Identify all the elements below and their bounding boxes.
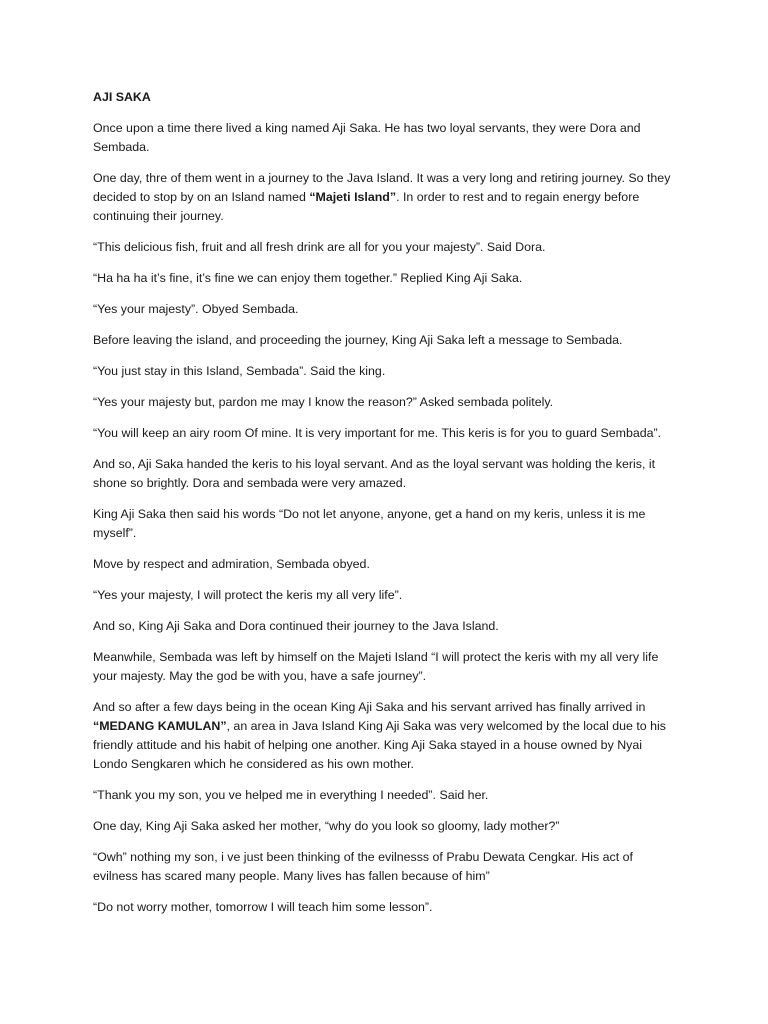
paragraph [93,362,678,381]
paragraph [93,505,678,543]
paragraph [93,698,678,774]
paragraph-text: One day, King Aji Saka asked her mother, “why do you look so gloomy, lady mother?” [93,819,560,833]
paragraph [93,848,678,886]
bold-text: “Majeti Island” [309,190,397,204]
paragraph-text: One day, thre of them went in a journey to the Java Island. It was a very long and retiring journey. So they decided to stop by on an Island named [93,171,671,204]
paragraph [93,238,678,257]
document-page [93,88,678,929]
paragraph [93,586,678,605]
paragraph-text: And so, King Aji Saka and Dora continued their journey to the Java Island. [93,619,499,633]
paragraph-text: , an area in Java Island King Aji Saka was very welcomed by the local due to his friendly attitude and his habit of helping one another. King Aji Saka stayed in a house owned by Nyai Londo Sengkaren which he considered as his own mother. [93,719,666,771]
paragraph-text: And so, Aji Saka handed the keris to his loyal servant. And as the loyal servant was holding the keris, it shone so brightly. Dora and sembada were very amazed. [93,457,656,490]
paragraph-text: . In order to rest and to regain energy before continuing their journey. [93,190,640,223]
paragraph [93,648,678,686]
paragraph-text: “Yes your majesty but, pardon me may I know the reason?” Asked sembada politely. [93,395,554,409]
paragraph-text: “Do not worry mother, tomorrow I will teach him some lesson”. [93,900,433,914]
paragraph-text: “You will keep an airy room Of mine. It is very important for me. This keris is for you to guard Sembada”. [93,426,662,440]
document-title: AJI SAKA [93,90,151,104]
paragraph-text: “This delicious fish, fruit and all fresh drink are all for you your majesty”. Said Dora. [93,240,546,254]
paragraph-text: “Yes your majesty”. Obyed Sembada. [93,302,299,316]
paragraph-text: “Thank you my son, you ve helped me in everything I needed”. Said her. [93,788,489,802]
paragraph [93,300,678,319]
paragraph [93,617,678,636]
paragraph-text: “You just stay in this Island, Sembada”. Said the king. [93,364,386,378]
paragraph [93,424,678,443]
paragraph [93,555,678,574]
paragraph-text: “Owh” nothing my son, i ve just been thinking of the evilnesss of Prabu Dewata Cengkar. His act of evilness has scared many people. Many lives has fallen because of him” [93,850,633,883]
paragraph [93,269,678,288]
paragraph-text: King Aji Saka then said his words “Do not let anyone, anyone, get a hand on my keris, unless it is me myself”. [93,507,646,540]
paragraph-text: Meanwhile, Sembada was left by himself on the Majeti Island “I will protect the keris with my all very life your majesty. May the god be with you, have a safe journey”. [93,650,659,683]
paragraph [93,393,678,412]
paragraph [93,898,678,917]
paragraph-text: “Ha ha ha it’s fine, it’s fine we can enjoy them together.” Replied King Aji Saka. [93,271,523,285]
paragraph-text: Once upon a time there lived a king named Aji Saka. He has two loyal servants, they were Dora and Sembada. [93,121,641,154]
paragraph-text: Before leaving the island, and proceeding the journey, King Aji Saka left a message to Sembada. [93,333,623,347]
bold-text: “MEDANG KAMULAN” [93,719,227,733]
paragraph-text: Move by respect and admiration, Sembada obyed. [93,557,370,571]
paragraph [93,169,678,226]
paragraph [93,119,678,157]
paragraph [93,817,678,836]
paragraph-text: “Yes your majesty, I will protect the keris my all very life”. [93,588,403,602]
paragraph [93,331,678,350]
paragraph [93,455,678,493]
paragraph [93,786,678,805]
paragraph-text: And so after a few days being in the ocean King Aji Saka and his servant arrived has finally arrived in [93,700,646,714]
document-body [93,119,678,917]
